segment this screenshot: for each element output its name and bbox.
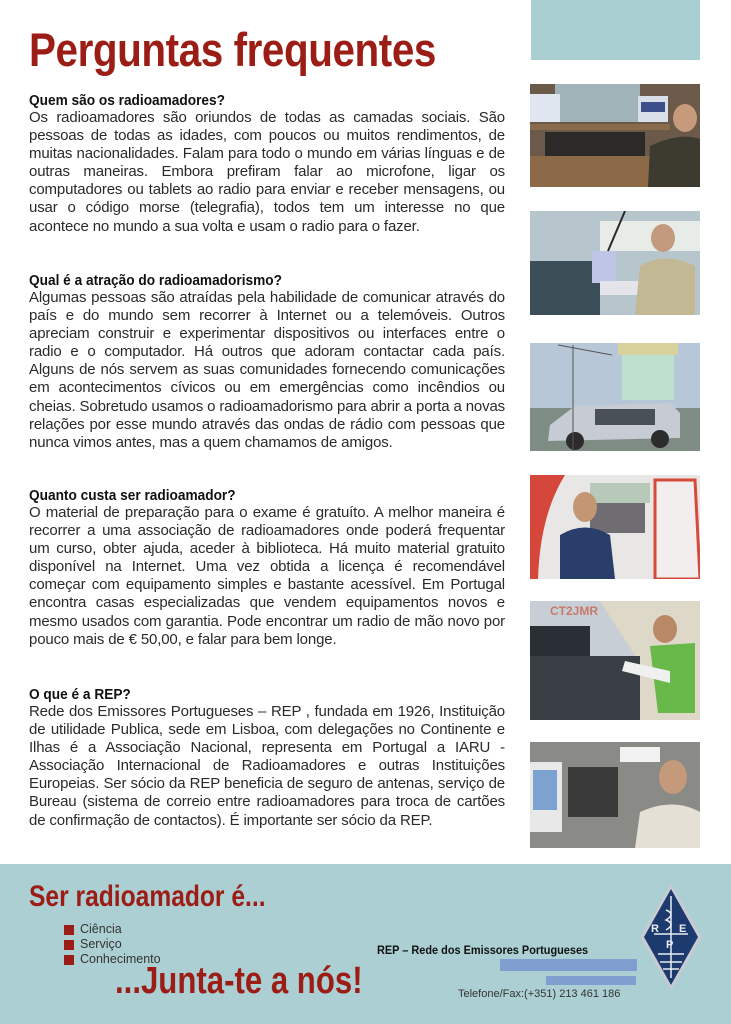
faq-item: [29, 487, 505, 649]
faq-answer: O material de preparação para o exame é gratuíto. A melhor maneira é recorrer a uma associação de radioamadores onde poderá frequentar um curso, obter ajuda, aceder à biblioteca. Há muito material gratuito disponível na Internet. Uma vez obtida a licença é recomendável começar com equipamento simples e bastante acessível. Em Portugal encontra casas especializadas que vendem equipamentos novos e mesmo usados com garantia. Pode encontrar um radio de mão novo por pouco mais de € 50,00, e falar para bem longe.: [29, 504, 505, 648]
logo-letter-e: E: [679, 923, 687, 935]
value-item: [64, 922, 161, 937]
faq-answer: Os radioamadores são oriundos de todas as camadas sociais. São pessoas de todas as idades, com poucos ou muitos rendimentos, de muitas nacionalidades. Falam para todo o mundo em várias línguas e de outras maneiras. Embora prefiram falar ao microfone, ligar os computadores ou tablets ao radio para enviar e receber mensagens, ou usar o código morse (telegrafia), todos tem um interesse no que acontece no mundo a sua volta e usam o radio para o fazer.: [29, 109, 505, 235]
logo-letter-p: P: [666, 939, 674, 951]
logo-letter-r: R: [651, 923, 659, 935]
photo-operator-laptop: [530, 211, 700, 315]
value-item: [64, 937, 161, 952]
photo-operator-headphones: [530, 601, 700, 720]
value-label: Serviço: [80, 937, 122, 951]
phone-fax: Telefone/Fax:(+351) 213 461 186: [458, 988, 621, 1000]
redacted-address-bar: [546, 976, 636, 985]
bullet-square-icon: [64, 940, 74, 950]
value-label: Ciência: [80, 922, 122, 936]
bullet-square-icon: [64, 955, 74, 965]
faq-item: [29, 92, 505, 236]
faq-question: Quanto custa ser radioamador?: [29, 487, 236, 504]
bullet-square-icon: [64, 925, 74, 935]
faq-answer: Algumas pessoas são atraídas pela habilidade de comunicar através do país e do mundo sem recorrer à Internet ou a telemóveis. Outros apreciam construir e experimentar dispositivos ou interfaces entre o radio e o computador. Há outros que adoram contactar cada país. Alguns de nós servem as suas comunidades fornecendo comunicações em acontecimentos cívicos ou em emergências como incêndios ou cheias. Sobretudo usamos o radioamadorismo para abrir a porta a novas relações por esse mundo através das ondas de rádio com pessoas que nunca vimos antes, mas a quem chamamos de amigos.: [29, 289, 505, 451]
photo-pilot-cockpit: [530, 475, 700, 579]
photo-van-antenna: [530, 343, 700, 451]
photo-caption-callsign: CT2JMR: [550, 604, 599, 618]
faq-answer: Rede dos Emissores Portugueses – REP , fundada em 1926, Instituição de utilidade Publica, sede em Lisboa, com delegações no Continente e Ilhas é a Associação Nacional, representa em Portugal a IARU - Associação Internacional de Radioamadores e outras Instituições Europeias. Ser sócio da REP beneficia de seguro de antenas, serviço de Bureau (sistema de correio entre radioamadores para troca de cartões de confirmação de contactos). É importante ser sócio da REP.: [29, 703, 505, 829]
call-to-action: ...Junta-te a nós!: [115, 960, 363, 1002]
organization-name: REP – Rede dos Emissores Portugueses: [377, 945, 589, 957]
value-label: Conhecimento: [80, 952, 161, 966]
photo-operator-station: [530, 84, 700, 187]
faq-question: Qual é a atração do radioamadorismo?: [29, 272, 282, 289]
slogan-heading: Ser radioamador é...: [29, 880, 266, 913]
rep-logo-icon: [638, 882, 704, 992]
faq-question: Quem são os radioamadores?: [29, 92, 225, 109]
redacted-address-bar: [500, 959, 637, 971]
faq-item: [29, 686, 505, 830]
faq-question: O que é a REP?: [29, 686, 131, 703]
faq-item: [29, 272, 505, 452]
decorative-teal-block: [531, 0, 700, 60]
page-title: Perguntas frequentes: [29, 23, 436, 76]
photo-operator-shack: [530, 742, 700, 848]
